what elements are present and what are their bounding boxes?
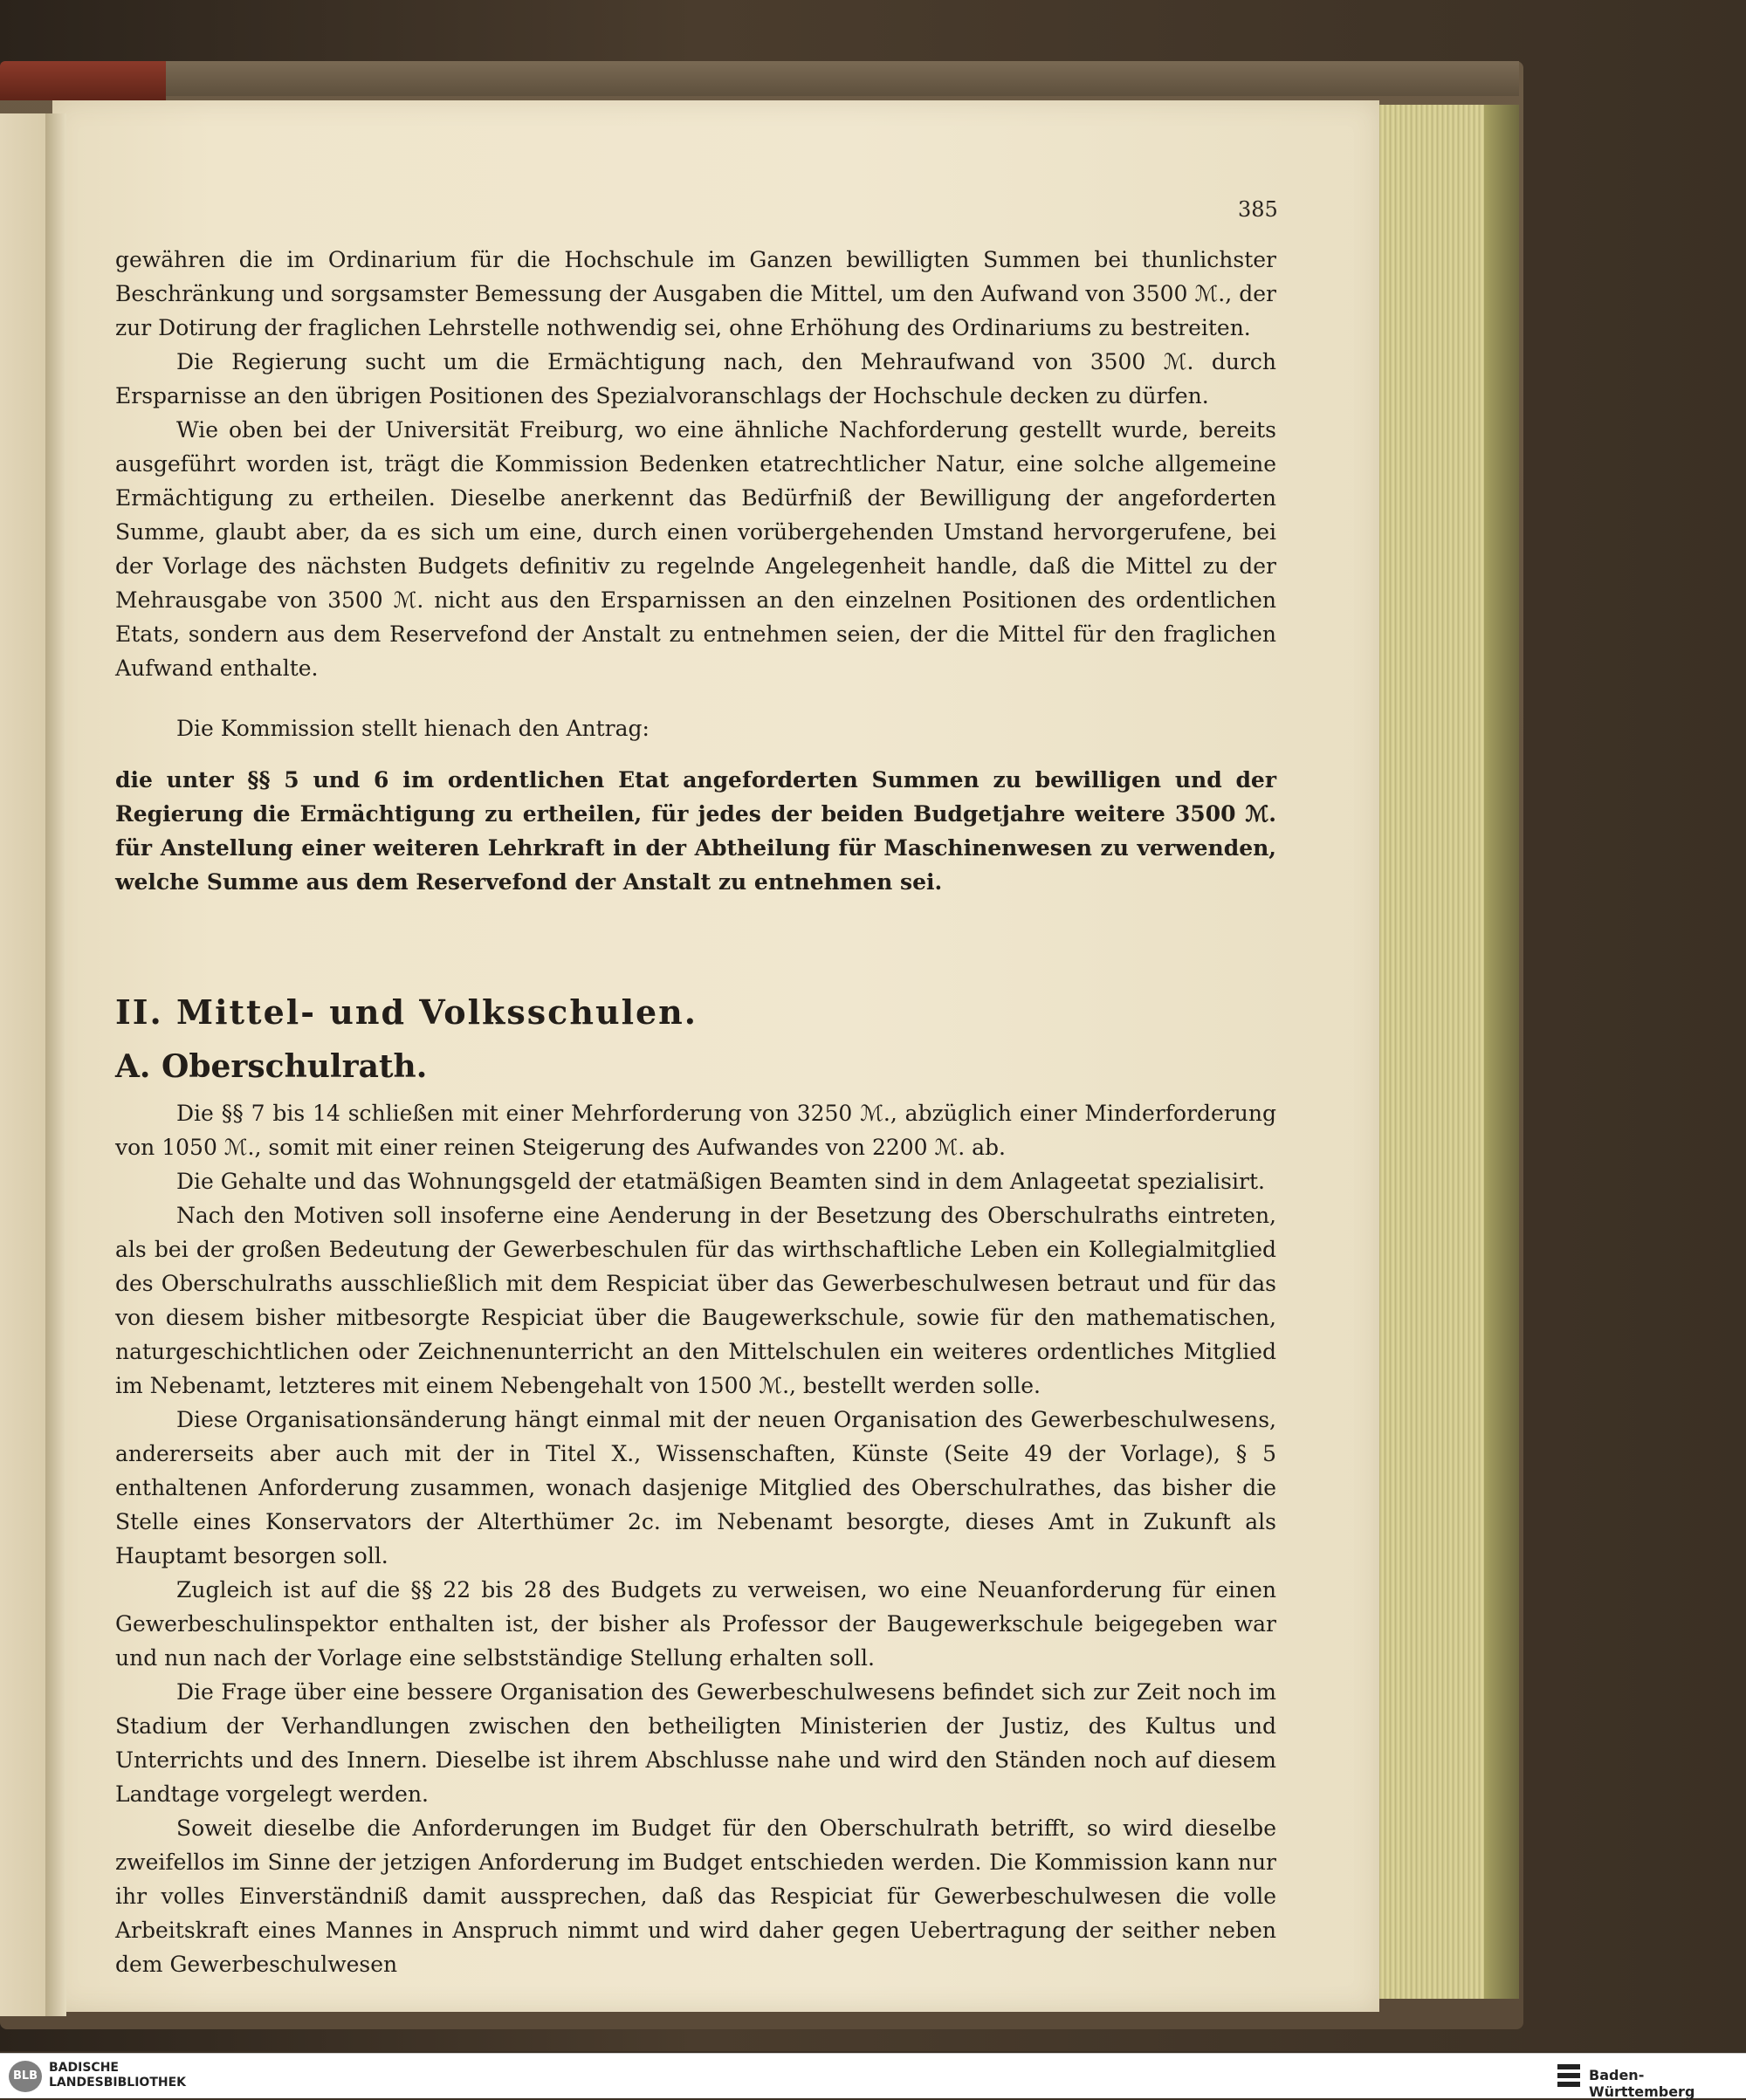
book-cover-top xyxy=(52,61,1519,96)
paragraph: Soweit dieselbe die Anforderungen im Budget für den Oberschulrath betrifft, so wird dieselbe zweifellos im Sinne der jetzigen Anforderung im Budget entschieden werden. Die Kommission kann nur ihr volles Einverständniß damit aussprechen, daß das Respiciat für Gewerbeschulwesen die volle Arbeitskraft eines Mannes in Anspruch nimmt und wird daher gegen Uebertragung der seither neben dem Gewerbeschulwesen xyxy=(115,1815,1276,1977)
section-title: II. Mittel- und Volksschulen. xyxy=(115,992,698,1032)
paragraph: Die Frage über eine bessere Organisation des Gewerbeschulwesens befindet sich zur Zeit noch im Stadium der Verhandlungen zwischen den betheiligten Ministerien der Justiz, des Kultus und Unterrichts und des Innern. Dieselbe ist ihrem Abschlusse nahe und wird den Ständen noch auf diesem Landtage vorgelegt werden. xyxy=(115,1679,1276,1807)
blb-name xyxy=(49,2061,186,2090)
page-gutter xyxy=(45,113,66,2016)
paragraph: Die Gehalte und das Wohnungsgeld der etatmäßigen Beamten sind in dem Anlageetat spezialisirt. xyxy=(176,1169,1265,1194)
page-edges xyxy=(1375,105,1488,1999)
blb-logo-icon[interactable]: BLB xyxy=(9,2061,42,2092)
paragraph: gewähren die im Ordinarium für die Hochschule im Ganzen bewilligten Summen bei thunlichster Beschränkung und sorgsamster Bemessung der Ausgaben die Mittel, um den Aufwand von 3500 ℳ., der zur Dotirung der fraglichen Lehrstelle nothwendig sei, ohne Erhöhung des Ordinariums zu bestreiten. xyxy=(115,247,1276,340)
sub-title: A. Oberschulrath. xyxy=(115,1048,428,1085)
page-text xyxy=(115,243,1276,1981)
paragraph: Diese Organisationsänderung hängt einmal mit der neuen Organisation des Gewerbeschulwesens, andererseits aber auch mit der in Titel X., Wissenschaften, Künste (Seite 49 der Vorlage), § 5 enthaltenen Anforderung zusammen, wonach dasjenige Mitglied des Oberschulrathes, das bisher die Stelle eines Konservators der Alterthümer 2c. im Nebenamt besorgte, dieses Amt in Zukunft als Hauptamt besorgen soll. xyxy=(115,1407,1276,1568)
paragraph: Die §§ 7 bis 14 schließen mit einer Mehrforderung von 3250 ℳ., abzüglich einer Minderforderung von 1050 ℳ., somit mit einer reinen Steigerung des Aufwandes von 2200 ℳ. ab. xyxy=(115,1101,1276,1160)
paragraph: Zugleich ist auf die §§ 22 bis 28 des Budgets zu verweisen, wo eine Neuanforderung für einen Gewerbeschulinspektor enthalten ist, der bisher als Professor der Baugewerkschule beigegeben war und nun nach der Vorlage eine selbstständige Stellung erhalten soll. xyxy=(115,1577,1276,1671)
page-edges-shadow xyxy=(1484,105,1519,1999)
baden-wuerttemberg-name: Baden-Württemberg xyxy=(1589,2067,1695,2100)
paragraph: Wie oben bei der Universität Freiburg, wo eine ähnliche Nachforderung gestellt wurde, bereits ausgeführt worden ist, trägt die Kommission Bedenken etatrechtlicher Natur, eine solche allgemeine Ermächtigung zu ertheilen. Dieselbe anerkennt das Bedürfniß der Bewilligung der angeforderten Summe, glaubt aber, da es sich um eine, durch einen vorübergehenden Umstand hervorgerufene, bei der Vorlage des nächsten Budgets definitiv zu regelnde Angelegenheit handle, daß die Mittel zu der Mehrausgabe von 3500 ℳ. nicht aus den Ersparnissen an den einzelnen Positionen des ordentlichen Etats, sondern aus dem Reservefond der Anstalt zu entnehmen seien, der die Mittel für den fraglichen Aufwand enthalte. xyxy=(115,417,1276,681)
book-corner xyxy=(0,61,166,100)
paragraph: Die Regierung sucht um die Ermächtigung nach, den Mehraufwand von 3500 ℳ. durch Ersparnisse an den übrigen Positionen des Spezialvoranschlags der Hochschule decken zu dürfen. xyxy=(115,349,1276,408)
antrag-motion: die unter §§ 5 und 6 im ordentlichen Etat angeforderten Summen zu bewilligen und der Regierung die Ermächtigung zu ertheilen, für jedes der beiden Budgetjahre weitere 3500 ℳ. für Anstellung einer weiteren Lehrkraft in der Abtheilung für Maschinenwesen zu verwenden, welche Summe aus dem Reservefond der Anstalt zu entnehmen sei. xyxy=(115,767,1276,895)
baden-wuerttemberg-lions-icon[interactable] xyxy=(1556,2062,1582,2090)
blb-name-line1: BADISCHE xyxy=(49,2061,119,2075)
page-number: 385 xyxy=(1238,197,1278,222)
footer-bar xyxy=(0,2053,1746,2098)
paragraph: Nach den Motiven soll insoferne eine Aenderung in der Besetzung des Oberschulraths eintreten, als bei der großen Bedeutung der Gewerbeschulen für das wirthschaftliche Leben ein Kollegialmitglied des Oberschulraths ausschließlich mit dem Respiciat über das Gewerbeschulwesen betraut und für das von diesem bisher mitbesorgte Respiciat über die Baugewerkschule, sowie für den mathematischen, naturgeschichtlichen oder Zeichnenunterricht an den Mittelschulen ein weiteres ordentliches Mitglied im Nebenamt, letzteres mit einem Nebengehalt von 1500 ℳ., bestellt werden solle. xyxy=(115,1203,1276,1398)
blb-name-line2: LANDESBIBLIOTHEK xyxy=(49,2076,187,2090)
paragraph-antrag-intro: Die Kommission stellt hienach den Antrag: xyxy=(176,716,650,741)
left-page-strip xyxy=(0,113,52,2016)
